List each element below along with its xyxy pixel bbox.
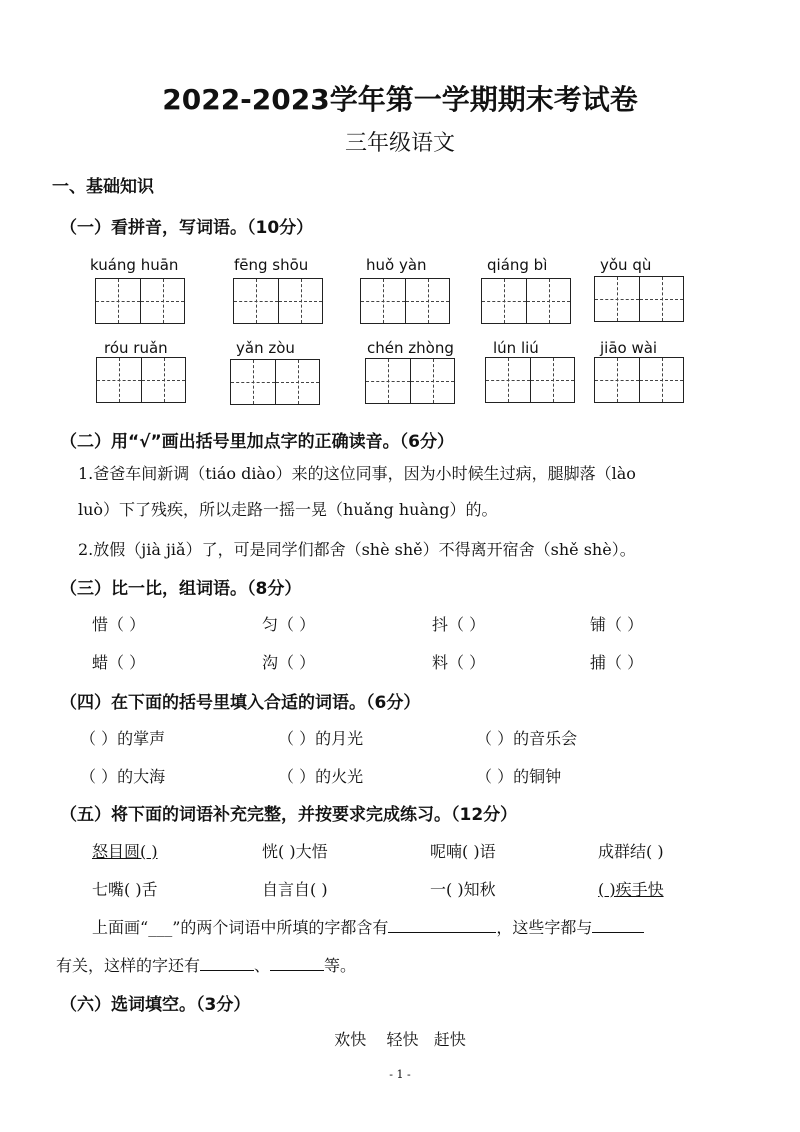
- answer-blank[interactable]: [200, 970, 254, 971]
- q2-line: 2.放假（jià jiǎ）了，可是同学们都舍（shè shě）不得离开宿舍（shě shè）。: [78, 540, 636, 559]
- idiom-item: 呢喃( )语: [430, 842, 496, 861]
- compare-item: 沟（ ）: [262, 653, 316, 672]
- writing-grid[interactable]: [594, 357, 684, 403]
- q5-instruction: 有关，这样的字还有 、 等。: [56, 956, 357, 975]
- pinyin-item: huǒ yàn: [366, 256, 427, 274]
- writing-grid[interactable]: [360, 278, 450, 324]
- compare-item: 抖（ ）: [432, 615, 486, 634]
- q2-heading: （二）用“√”画出括号里加点字的正确读音。（6分）: [60, 432, 455, 452]
- writing-grid[interactable]: [485, 357, 575, 403]
- q3-heading: （三）比一比，组词语。（8分）: [60, 579, 302, 599]
- word-choices: 欢快 轻快 赶快: [334, 1030, 466, 1049]
- compare-item: 铺（ ）: [590, 615, 644, 634]
- section-basic-knowledge: 一、基础知识: [52, 177, 154, 197]
- idiom-item: 自言自( ): [262, 880, 328, 899]
- fill-phrase: （ ）的火光: [278, 767, 364, 786]
- fill-phrase: （ ）的铜钟: [476, 767, 562, 786]
- idiom-item-underlined: ( )疾手快: [598, 880, 664, 899]
- pinyin-item: lún liú: [493, 339, 539, 357]
- compare-item: 惜（ ）: [92, 615, 146, 634]
- fill-phrase: （ ）的大海: [80, 767, 166, 786]
- pinyin-item: kuáng huān: [90, 256, 179, 274]
- answer-blank[interactable]: [270, 970, 324, 971]
- q6-heading: （六）选词填空。（3分）: [60, 995, 251, 1015]
- q2-line: luò）下了残疾，所以走路一摇一晃（huǎng huàng）的。: [78, 500, 498, 519]
- pinyin-item: chén zhòng: [367, 339, 454, 357]
- idiom-item: 一( )知秋: [430, 880, 496, 899]
- pinyin-item: fēng shōu: [234, 256, 309, 274]
- fill-phrase: （ ）的音乐会: [476, 729, 578, 748]
- q4-heading: （四）在下面的括号里填入合适的词语。（6分）: [60, 693, 421, 713]
- fill-phrase: （ ）的掌声: [80, 729, 166, 748]
- writing-grid[interactable]: [365, 358, 455, 404]
- idiom-item-underlined: 怒目圆( ): [92, 842, 158, 861]
- q5-heading: （五）将下面的词语补充完整，并按要求完成练习。（12分）: [60, 805, 518, 825]
- pinyin-item: qiáng bì: [487, 256, 548, 274]
- writing-grid[interactable]: [95, 278, 185, 324]
- writing-grid[interactable]: [594, 276, 684, 322]
- q2-line: 1.爸爸车间新调（tiáo diào）来的这位同事，因为小时候生过病，腿脚落（lào: [78, 464, 636, 483]
- exam-subtitle: 三年级语文: [344, 131, 455, 156]
- pinyin-item: yǒu qù: [600, 256, 652, 274]
- pinyin-item: róu ruǎn: [104, 339, 168, 357]
- compare-item: 料（ ）: [432, 653, 486, 672]
- idiom-item: 成群结( ): [598, 842, 664, 861]
- pinyin-item: jiāo wài: [600, 339, 658, 357]
- idiom-item: 恍( )大悟: [262, 842, 328, 861]
- page-number: - 1 -: [389, 1068, 411, 1081]
- q1-heading: （一）看拼音，写词语。（10分）: [60, 218, 314, 238]
- pinyin-item: yǎn zòu: [236, 339, 295, 357]
- compare-item: 蜡（ ）: [92, 653, 146, 672]
- compare-item: 捕（ ）: [590, 653, 644, 672]
- writing-grid[interactable]: [96, 357, 186, 403]
- q5-instruction: 上面画“___”的两个词语中所填的字都含有 ，这些字都与: [92, 915, 644, 938]
- writing-grid[interactable]: [481, 278, 571, 324]
- idiom-item: 七嘴( )舌: [92, 880, 158, 899]
- compare-item: 匀（ ）: [262, 615, 316, 634]
- writing-grid[interactable]: [230, 359, 320, 405]
- answer-blank[interactable]: [592, 932, 644, 933]
- exam-title: 2022-2023学年第一学期期末考试卷: [162, 83, 638, 116]
- fill-phrase: （ ）的月光: [278, 729, 364, 748]
- answer-blank[interactable]: [388, 932, 496, 933]
- writing-grid[interactable]: [233, 278, 323, 324]
